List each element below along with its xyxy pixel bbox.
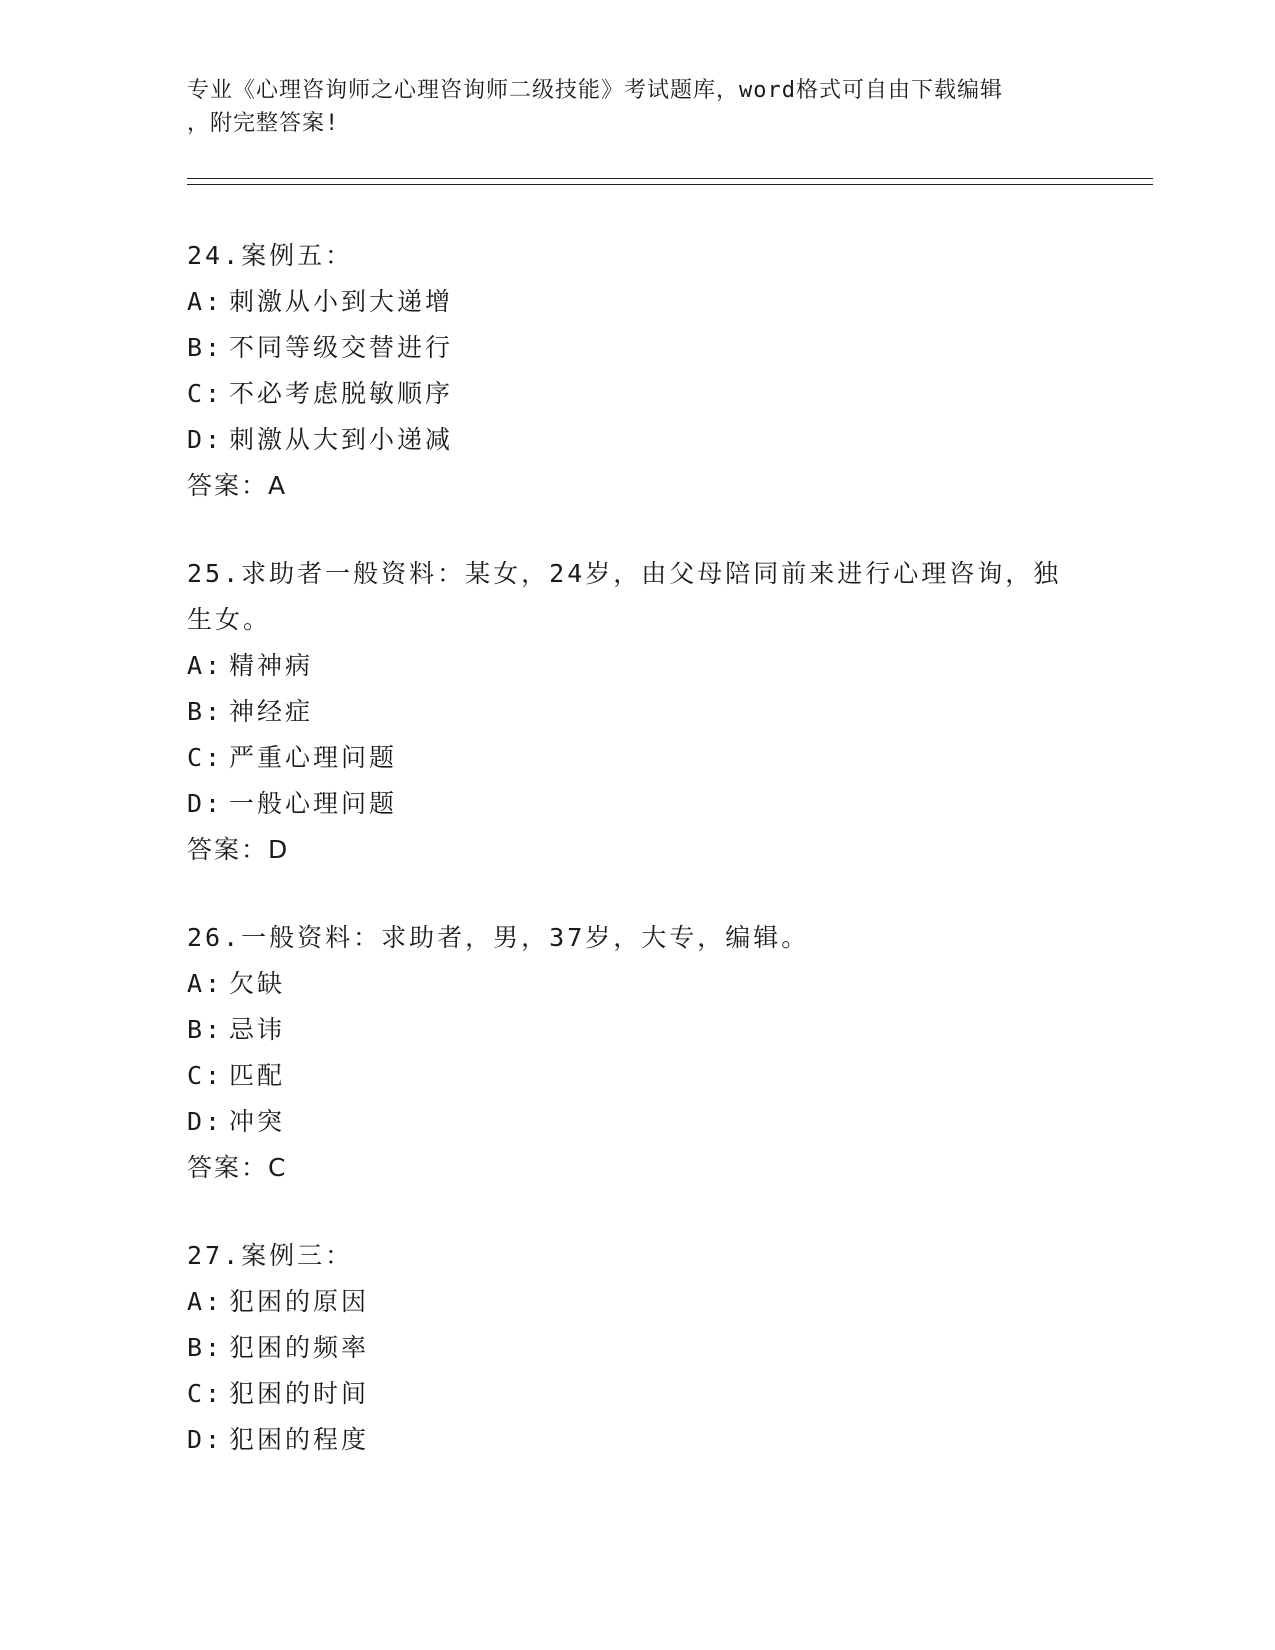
answer-line: 答案：C (187, 1153, 288, 1182)
option-text: 犯困的原因 (229, 1287, 370, 1316)
option-b (187, 689, 1087, 735)
option-letter: C: (187, 1379, 224, 1408)
question-27 (187, 1233, 1087, 1463)
option-a (187, 961, 1087, 1007)
option-text: 犯困的频率 (229, 1333, 370, 1362)
option-letter: A: (187, 1287, 224, 1316)
answer-line: 答案：A (187, 471, 288, 500)
question-stem: 27.案例三： (187, 1241, 354, 1270)
option-letter: C: (187, 743, 224, 772)
option-text: 犯困的程度 (229, 1425, 370, 1454)
option-c (187, 735, 1087, 781)
option-a (187, 1279, 1087, 1325)
option-letter: D: (187, 1425, 224, 1454)
option-text: 欠缺 (229, 969, 286, 998)
option-letter: A: (187, 287, 224, 316)
option-c (187, 1371, 1087, 1417)
option-d (187, 1417, 1087, 1463)
option-letter: B: (187, 333, 224, 362)
question-24 (187, 233, 1087, 509)
option-text: 不必考虑脱敏顺序 (229, 379, 454, 408)
option-text: 刺激从大到小递减 (229, 425, 454, 454)
option-c (187, 1053, 1087, 1099)
option-d (187, 1099, 1087, 1145)
question-stem: 24.案例五： (187, 241, 354, 270)
question-stem: 25.求助者一般资料：某女，24岁，由父母陪同前来进行心理咨询，独生女。 (187, 559, 1062, 634)
option-letter: D: (187, 789, 224, 818)
header-divider-bottom (187, 184, 1153, 185)
header-divider-top (187, 178, 1153, 179)
option-text: 神经症 (229, 697, 314, 726)
option-b (187, 1007, 1087, 1053)
answer-line: 答案：D (187, 835, 290, 864)
option-c (187, 371, 1087, 417)
question-stem: 26.一般资料：求助者，男，37岁，大专，编辑。 (187, 923, 810, 952)
option-d (187, 781, 1087, 827)
option-letter: B: (187, 1015, 224, 1044)
option-letter: B: (187, 1333, 224, 1362)
option-text: 不同等级交替进行 (229, 333, 454, 362)
document-header (187, 74, 1087, 140)
option-letter: A: (187, 651, 224, 680)
option-text: 匹配 (229, 1061, 286, 1090)
option-letter: D: (187, 425, 224, 454)
option-d (187, 417, 1087, 463)
header-line-1: 专业《心理咨询师之心理咨询师二级技能》考试题库，word格式可自由下载编辑 (187, 78, 1003, 103)
option-text: 精神病 (229, 651, 314, 680)
question-list (187, 233, 1087, 1505)
option-a (187, 279, 1087, 325)
option-letter: C: (187, 379, 224, 408)
option-text: 冲突 (229, 1107, 286, 1136)
option-letter: A: (187, 969, 224, 998)
option-text: 犯困的时间 (229, 1379, 370, 1408)
option-b (187, 1325, 1087, 1371)
option-text: 一般心理问题 (229, 789, 398, 818)
header-line-2: ，附完整答案! (187, 111, 340, 136)
option-text: 刺激从小到大递增 (229, 287, 454, 316)
option-text: 严重心理问题 (229, 743, 398, 772)
option-b (187, 325, 1087, 371)
option-letter: C: (187, 1061, 224, 1090)
option-a (187, 643, 1087, 689)
question-25 (187, 551, 1087, 873)
option-letter: B: (187, 697, 224, 726)
question-26 (187, 915, 1087, 1191)
option-letter: D: (187, 1107, 224, 1136)
option-text: 忌讳 (229, 1015, 286, 1044)
